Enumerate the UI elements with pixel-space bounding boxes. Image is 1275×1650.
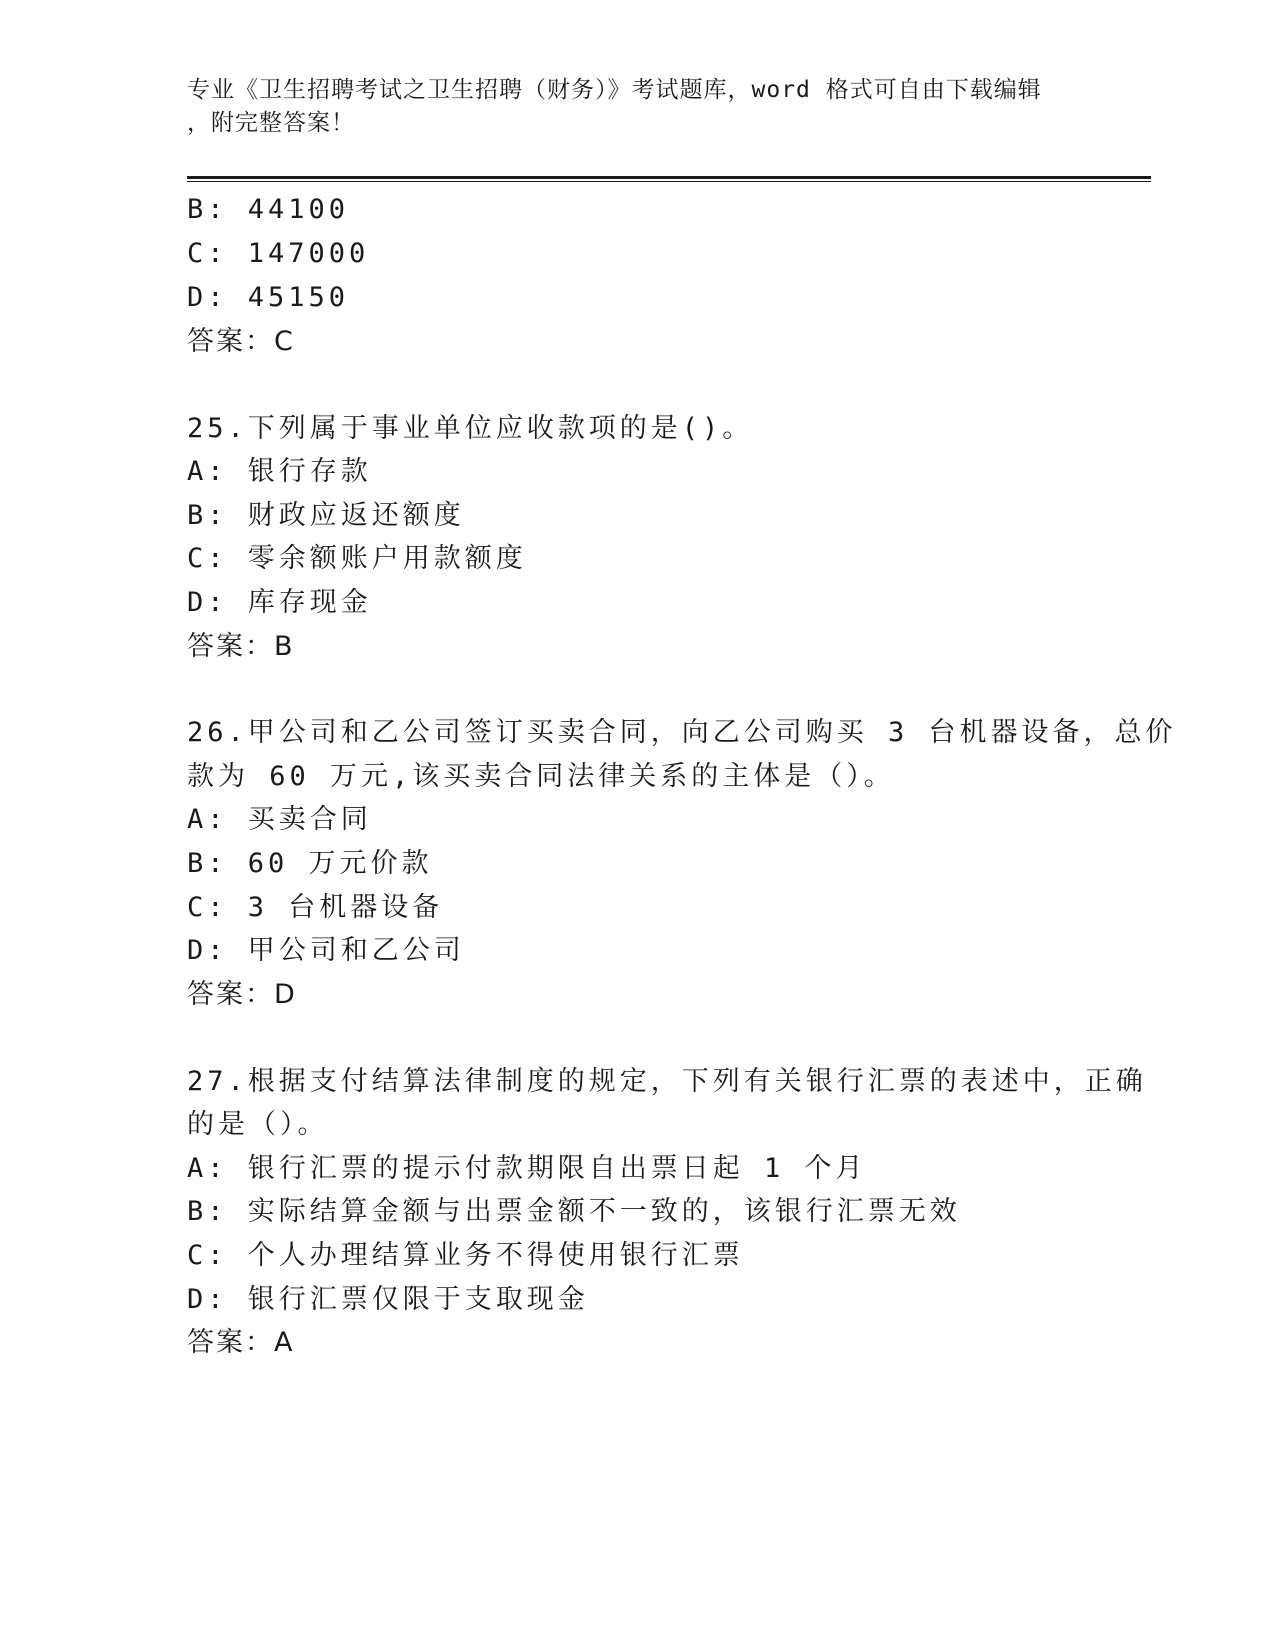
header-line-2: ，附完整答案！ <box>187 110 355 136</box>
q25-option-d: D: 库存现金 <box>187 587 372 618</box>
q26-option-b: B: 60 万元价款 <box>187 848 433 879</box>
q26-stem-line-2: 款为 60 万元,该买卖合同法律关系的主体是（）。 <box>187 761 895 792</box>
q26-option-c: C: 3 台机器设备 <box>187 892 444 923</box>
q25-option-c: C: 零余额账户用款额度 <box>187 543 527 574</box>
q24-option-b: B: 44100 <box>187 194 350 225</box>
q27-option-b: B: 实际结算金额与出票金额不一致的，该银行汇票无效 <box>187 1196 961 1227</box>
q26-option-d: D: 甲公司和乙公司 <box>187 935 465 966</box>
q24-option-d: D: 45150 <box>187 282 350 313</box>
q25-answer: 答案：B <box>187 631 295 662</box>
q27-option-c: C: 个人办理结算业务不得使用银行汇票 <box>187 1240 744 1271</box>
q25-option-a: A: 银行存款 <box>187 456 372 487</box>
q24-option-c: C: 147000 <box>187 238 370 269</box>
q27-option-d: D: 银行汇票仅限于支取现金 <box>187 1284 589 1315</box>
header-divider-thick <box>187 176 1151 179</box>
q26-answer: 答案：D <box>187 979 297 1010</box>
header-line-1: 专业《卫生招聘考试之卫生招聘（财务）》考试题库，word 格式可自由下载编辑 <box>187 77 1042 103</box>
q27-stem-line-2: 的是（）。 <box>187 1109 329 1140</box>
q24-answer: 答案：C <box>187 326 295 357</box>
q25-option-b: B: 财政应返还额度 <box>187 500 465 531</box>
q25-stem: 25.下列属于事业单位应收款项的是()。 <box>187 413 754 444</box>
document-header <box>187 74 1067 140</box>
q27-option-a: A: 银行汇票的提示付款期限自出票日起 1 个月 <box>187 1153 867 1184</box>
q27-stem-line-1: 27.根据支付结算法律制度的规定，下列有关银行汇票的表述中，正确 <box>187 1066 1147 1097</box>
q26-stem-line-1: 26.甲公司和乙公司签订买卖合同，向乙公司购买 3 台机器设备，总价 <box>187 717 1177 748</box>
header-divider-thin <box>187 181 1151 182</box>
q27-answer: 答案：A <box>187 1327 295 1358</box>
q26-option-a: A: 买卖合同 <box>187 804 372 835</box>
